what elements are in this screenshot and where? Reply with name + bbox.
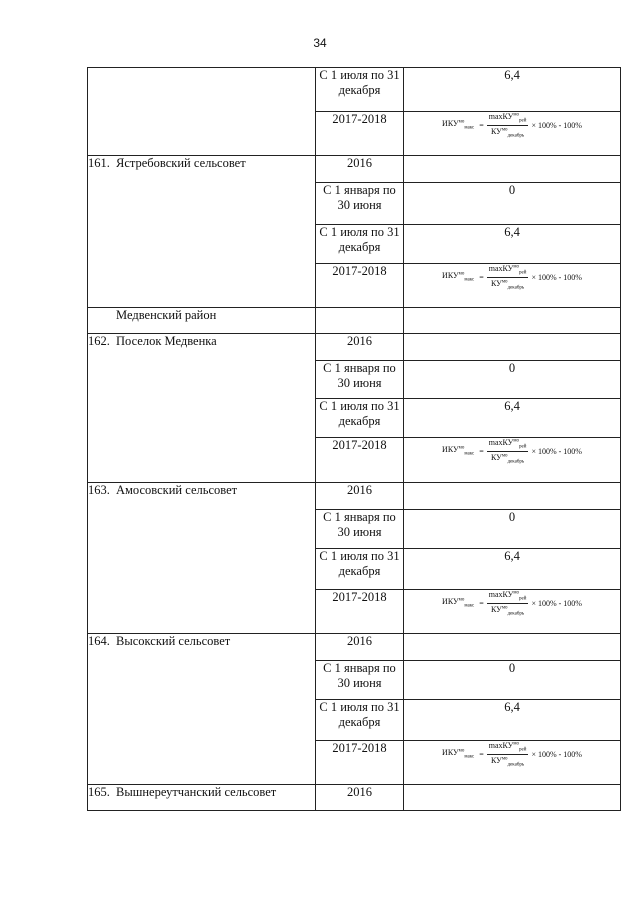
formula-numerator-sup: мо [513, 264, 520, 270]
period-text: 2017-2018 [332, 438, 387, 452]
value-text: 6,4 [504, 549, 520, 563]
municipality-cell [88, 634, 316, 785]
formula-lhs-sup: мо [458, 445, 465, 451]
period-text: С 1 июля по 31 декабря [319, 225, 400, 254]
formula-tail: × 100% - 100% [531, 446, 582, 456]
formula-denominator-sub: декабрь [507, 133, 525, 139]
formula-tail: × 100% - 100% [531, 598, 582, 608]
municipality-cell [88, 785, 316, 811]
municipality-cell [88, 483, 316, 634]
formula-lhs-sub: макс [464, 277, 475, 283]
period-text: 2016 [347, 785, 372, 799]
row-number: 165. [88, 785, 110, 799]
value-cell [404, 510, 621, 549]
formula-denominator-sup: мо [501, 452, 508, 458]
period-text: С 1 января по 30 июня [323, 183, 396, 212]
formula-lhs-sup: мо [458, 597, 465, 603]
formula-lhs: ИКУ [442, 119, 459, 129]
formula-fraction [487, 264, 529, 290]
period-cell [316, 483, 404, 510]
formula-cell [404, 590, 621, 634]
period-text: 2016 [347, 156, 372, 170]
formula-denominator: КУ [490, 755, 502, 765]
period-text: 2017-2018 [332, 590, 387, 604]
value-text: 0 [508, 510, 516, 524]
value-cell [404, 634, 621, 661]
period-cell [316, 438, 404, 483]
row-number: 163. [88, 483, 110, 497]
municipality-cell [88, 156, 316, 308]
formula-fraction [487, 112, 529, 138]
formula-lhs-sup: мо [458, 119, 465, 125]
period-text: С 1 июля по 31 декабря [319, 399, 400, 428]
formula-lhs-sup: мо [458, 748, 465, 754]
formula-denominator-sup: мо [501, 755, 508, 761]
municipality-cell [88, 334, 316, 483]
value-cell [404, 183, 621, 225]
period-text: С 1 июля по 31 декабря [319, 700, 400, 729]
formula-lhs: ИКУ [442, 748, 459, 758]
value-cell [404, 483, 621, 510]
value-text: 6,4 [504, 225, 520, 239]
period-cell [316, 112, 404, 156]
period-text: 2017-2018 [332, 264, 387, 278]
formula-numerator: maxКУ [488, 590, 514, 599]
formula-tail: × 100% - 100% [531, 749, 582, 759]
value-cell [404, 334, 621, 361]
row-number: 162. [88, 334, 110, 348]
formula-denominator: КУ [490, 278, 502, 288]
table-row [88, 156, 621, 183]
table-row [88, 785, 621, 811]
municipality-name: Ястребовский сельсовет [116, 156, 246, 170]
formula-denominator-sub: декабрь [507, 459, 525, 465]
formula-denominator-sup: мо [501, 604, 508, 610]
formula-numerator: maxКУ [488, 112, 514, 121]
formula-fraction [487, 741, 529, 767]
formula-numerator-sub: рей [519, 747, 527, 753]
period-cell [316, 510, 404, 549]
formula-numerator-sup: мо [513, 112, 520, 118]
formula-cell [404, 741, 621, 785]
value-cell [404, 68, 621, 112]
formula [442, 438, 582, 464]
period-cell [316, 264, 404, 308]
municipality-name: Медвенский район [116, 308, 217, 322]
formula-numerator: maxКУ [488, 264, 514, 273]
period-text: 2016 [347, 334, 372, 348]
row-number: 161. [88, 156, 110, 170]
value-cell [404, 308, 621, 334]
formula-equals: = [479, 272, 484, 282]
value-text: 0 [508, 661, 516, 675]
formula-lhs: ИКУ [442, 271, 459, 281]
period-text: С 1 января по 30 июня [323, 510, 396, 539]
formula-equals: = [479, 598, 484, 608]
period-cell [316, 308, 404, 334]
period-cell [316, 785, 404, 811]
value-cell [404, 549, 621, 590]
formula-denominator: КУ [490, 452, 502, 462]
formula [442, 112, 582, 138]
formula-lhs-sup: мо [458, 271, 465, 277]
municipality-name: Амосовский сельсовет [116, 483, 238, 497]
formula-lhs-sub: макс [464, 754, 475, 760]
formula-lhs: ИКУ [442, 597, 459, 607]
formula [442, 590, 582, 616]
formula-cell [404, 264, 621, 308]
value-cell [404, 661, 621, 700]
period-cell [316, 334, 404, 361]
table-row [88, 334, 621, 361]
formula-tail: × 100% - 100% [531, 272, 582, 282]
formula-numerator: maxКУ [488, 741, 514, 750]
formula-denominator: КУ [490, 604, 502, 614]
row-number: 164. [88, 634, 110, 648]
formula-denominator: КУ [490, 126, 502, 136]
formula-equals: = [479, 446, 484, 456]
period-text: 2017-2018 [332, 741, 387, 755]
table-row [88, 634, 621, 661]
value-cell [404, 399, 621, 438]
period-cell [316, 741, 404, 785]
formula-denominator-sub: декабрь [507, 285, 525, 291]
formula-denominator-sup: мо [501, 126, 508, 132]
period-cell [316, 156, 404, 183]
formula-denominator-sup: мо [501, 278, 508, 284]
formula-numerator-sup: мо [513, 438, 520, 444]
period-cell [316, 549, 404, 590]
period-cell [316, 225, 404, 264]
table-row [88, 483, 621, 510]
formula-numerator-sub: рей [519, 270, 527, 276]
formula-lhs: ИКУ [442, 445, 459, 455]
value-cell [404, 700, 621, 741]
formula-lhs-sub: макс [464, 451, 475, 457]
value-text: 6,4 [504, 700, 520, 714]
period-cell [316, 634, 404, 661]
formula-denominator-sub: декабрь [507, 611, 525, 617]
value-cell [404, 361, 621, 399]
period-cell [316, 661, 404, 700]
value-text: 6,4 [504, 68, 520, 82]
table-row [88, 308, 621, 334]
formula-equals: = [479, 120, 484, 130]
tariff-table [87, 67, 621, 811]
formula-numerator: maxКУ [488, 438, 514, 447]
value-cell [404, 156, 621, 183]
period-text: С 1 января по 30 июня [323, 661, 396, 690]
value-text: 0 [508, 361, 516, 375]
formula-tail: × 100% - 100% [531, 120, 582, 130]
formula-cell [404, 438, 621, 483]
formula-numerator-sub: рей [519, 444, 527, 450]
formula-lhs-sub: макс [464, 125, 475, 131]
period-text: 2016 [347, 634, 372, 648]
formula [442, 264, 582, 290]
formula-lhs-sub: макс [464, 603, 475, 609]
municipality-cell [88, 308, 316, 334]
municipality-cell [88, 68, 316, 156]
period-text: 2017-2018 [332, 112, 387, 126]
formula-equals: = [479, 749, 484, 759]
period-cell [316, 590, 404, 634]
period-text: С 1 января по 30 июня [323, 361, 396, 390]
municipality-name: Поселок Медвенка [116, 334, 217, 348]
formula-cell [404, 112, 621, 156]
value-text: 6,4 [504, 399, 520, 413]
formula-denominator-sub: декабрь [507, 762, 525, 768]
period-text: 2016 [347, 483, 372, 497]
period-cell [316, 361, 404, 399]
period-cell [316, 700, 404, 741]
value-cell [404, 225, 621, 264]
municipality-name: Высокский сельсовет [116, 634, 231, 648]
formula-numerator-sub: рей [519, 118, 527, 124]
period-text: С 1 июля по 31 декабря [319, 68, 400, 97]
page-number: 34 [313, 36, 327, 50]
period-cell [316, 68, 404, 112]
period-cell [316, 399, 404, 438]
formula-fraction [487, 438, 529, 464]
formula-fraction [487, 590, 529, 616]
period-cell [316, 183, 404, 225]
formula [442, 741, 582, 767]
table-row [88, 68, 621, 112]
formula-numerator-sub: рей [519, 596, 527, 602]
period-text: С 1 июля по 31 декабря [319, 549, 400, 578]
municipality-name: Вышнереутчанский сельсовет [116, 785, 277, 799]
formula-numerator-sup: мо [513, 741, 520, 747]
value-text: 0 [508, 183, 516, 197]
formula-numerator-sup: мо [513, 590, 520, 596]
value-cell [404, 785, 621, 811]
